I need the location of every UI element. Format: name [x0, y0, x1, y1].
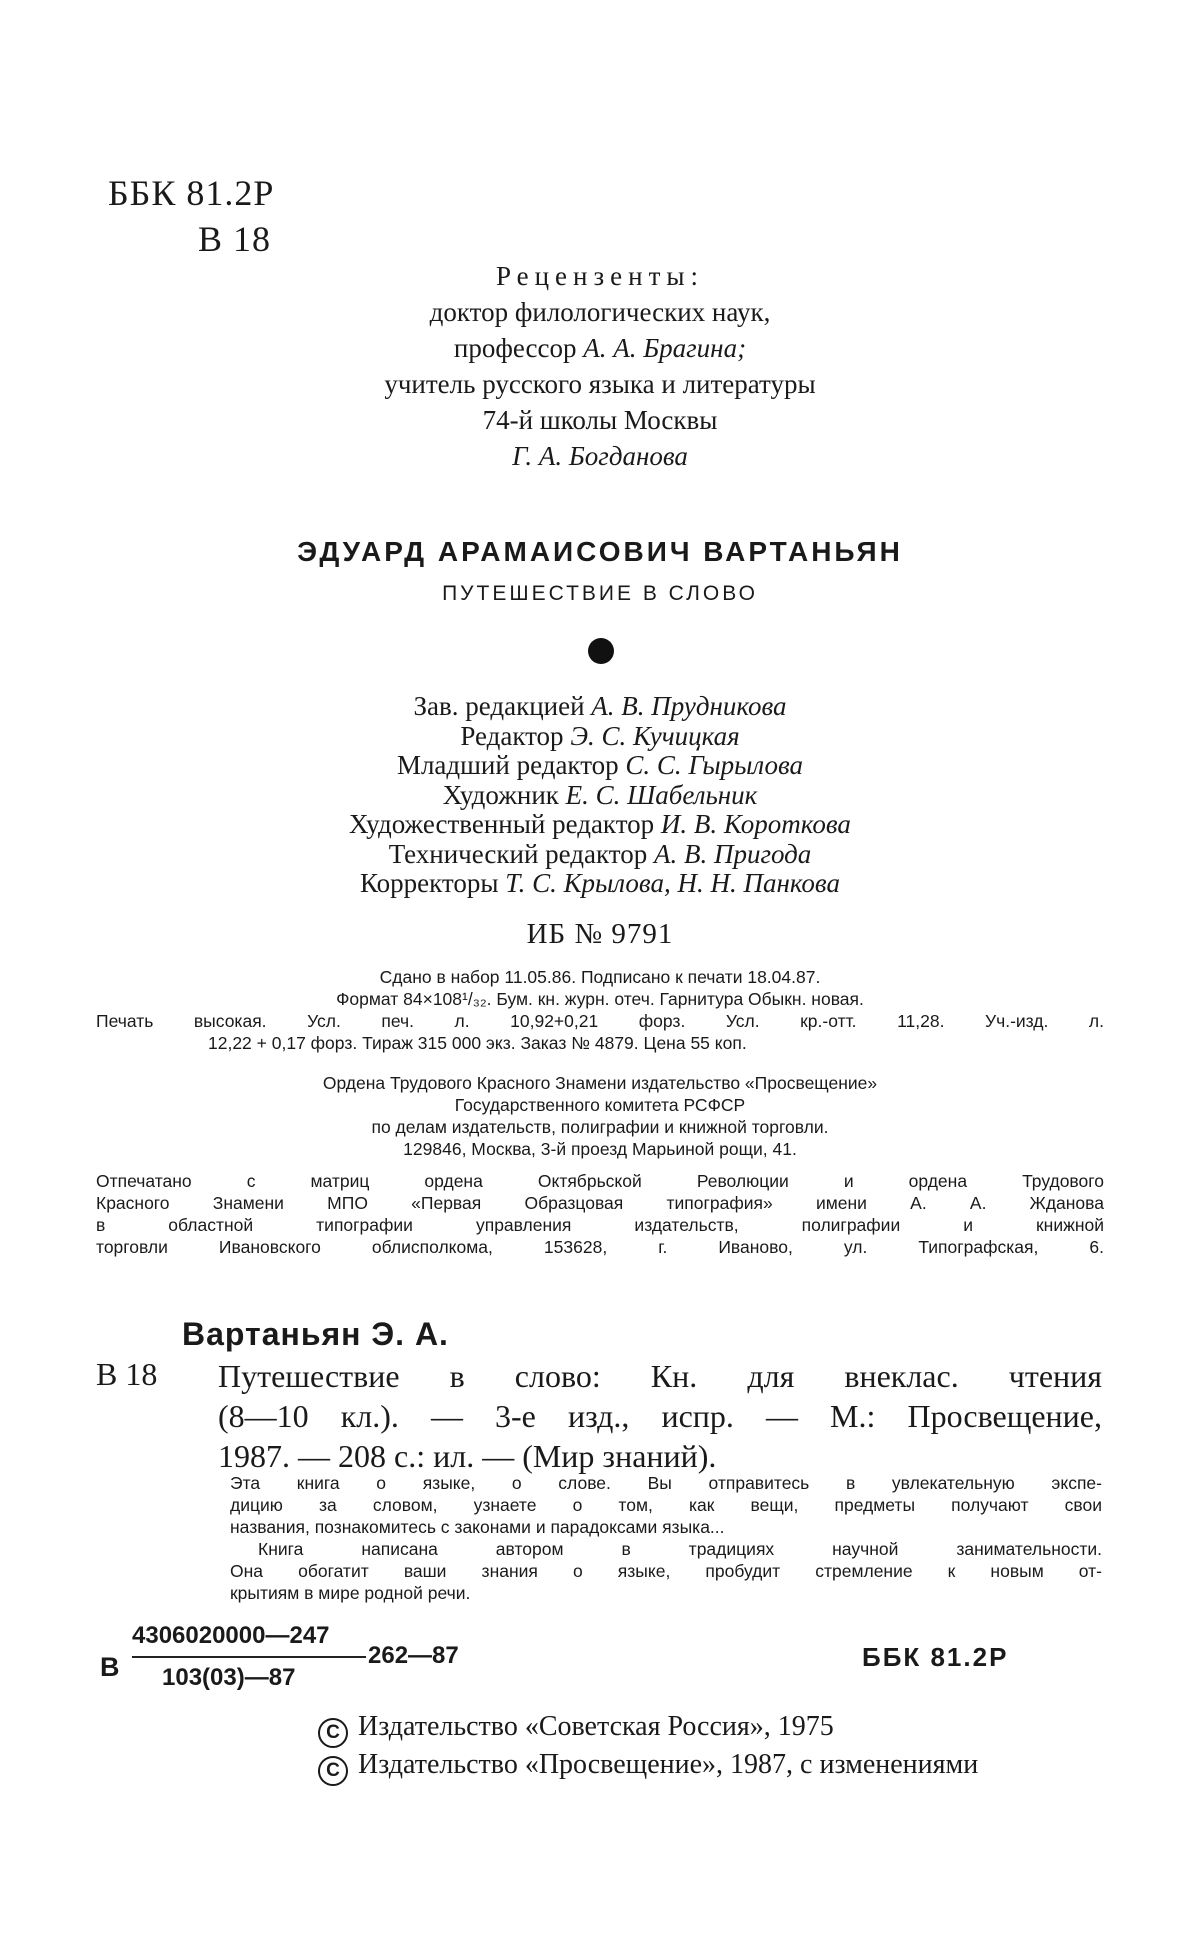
printer-line: Отпечатано с матриц ордена Октябрьской Революции и ордена Трудового	[96, 1170, 1104, 1192]
staff-row	[0, 722, 1200, 752]
staff-name: С. С. Гырылова	[625, 750, 803, 780]
staff-role: Технический редактор	[389, 839, 648, 869]
print-info-line: Формат 84×108¹/₃₂. Бум. кн. журн. отеч. Гарнитура Обыкн. новая.	[96, 988, 1104, 1010]
card-desc-line: Путешествие в слово: Кн. для внеклас. чтения	[218, 1356, 1102, 1396]
reviewer-line: учитель русского языка и литературы	[0, 366, 1200, 402]
book-title: ПУТЕШЕСТВИЕ В СЛОВО	[0, 582, 1200, 606]
index-denominator: 103(03)—87	[162, 1664, 295, 1692]
index-letter: В	[100, 1652, 120, 1683]
card-description	[218, 1356, 1102, 1476]
card-code: В 18	[96, 1356, 157, 1393]
publisher-info	[96, 1072, 1104, 1160]
publisher-line: Государственного комитета РСФСР	[96, 1094, 1104, 1116]
print-info	[96, 966, 1104, 1054]
print-info-line: 12,22 + 0,17 форз. Тираж 315 000 экз. Заказ № 4879. Цена 55 коп.	[96, 1032, 1104, 1054]
staff-name: А. В. Пригода	[654, 839, 811, 869]
annotation-line: Книга написана автором в традициях научной занимательности.	[230, 1538, 1102, 1560]
staff-row	[0, 810, 1200, 840]
annotation-line: Эта книга о языке, о слове. Вы отправитесь в увлекательную экспе-	[230, 1472, 1102, 1494]
card-desc-line: (8—10 кл.). — 3-е изд., испр. — М.: Просвещение,	[218, 1396, 1102, 1436]
reviewer-line: 74-й школы Москвы	[0, 402, 1200, 438]
staff-role: Корректоры	[360, 868, 499, 898]
staff-row	[0, 751, 1200, 781]
copyright-line	[318, 1710, 978, 1748]
reviewers-title: Рецензенты:	[0, 258, 1200, 294]
printer-info	[96, 1170, 1104, 1258]
reviewer-line: доктор филологических наук,	[0, 294, 1200, 330]
staff-list	[0, 692, 1200, 899]
reviewer-name: Г. А. Богданова	[512, 441, 688, 471]
printer-line: в областной типографии управления издательств, полиграфии и книжной	[96, 1214, 1104, 1236]
staff-row	[0, 692, 1200, 722]
staff-name: Е. С. Шабельник	[566, 780, 758, 810]
annotation-line: названия, познакомитесь с законами и парадоксами языка...	[230, 1516, 1102, 1538]
annotation-line: Она обогатит ваши знания о языке, пробудит стремление к новым от-	[230, 1560, 1102, 1582]
staff-name: А. В. Прудникова	[591, 691, 786, 721]
staff-row	[0, 869, 1200, 899]
copyright-icon: С	[318, 1756, 348, 1786]
annotation-line: дицию за словом, узнаете о том, как вещи, предметы получают свои	[230, 1494, 1102, 1516]
copyright-text: Издательство «Просвещение», 1987, с изменениями	[358, 1749, 978, 1780]
card-author: Вартаньян Э. А.	[182, 1316, 449, 1353]
publisher-line: 129846, Москва, 3-й проезд Марьиной рощи, 41.	[96, 1138, 1104, 1160]
printer-line: торговли Ивановского облисполкома, 153628, г. Иваново, ул. Типографская, 6.	[96, 1236, 1104, 1258]
author-name: ЭДУАРД АРАМАИСОВИЧ ВАРТАНЬЯН	[0, 536, 1200, 568]
bullet-ornament	[588, 638, 614, 664]
card-desc-line: 1987. — 208 с.: ил. — (Мир знаний).	[218, 1436, 1102, 1476]
staff-name: Э. С. Кучицкая	[570, 721, 739, 751]
bbk-code-bottom: ББК 81.2Р	[862, 1642, 1008, 1673]
printer-line: Красного Знамени МПО «Первая Образцовая типография» имени А. А. Жданова	[96, 1192, 1104, 1214]
staff-row	[0, 840, 1200, 870]
print-info-line: Печать высокая. Усл. печ. л. 10,92+0,21 форз. Усл. кр.-отт. 11,28. Уч.-изд. л.	[96, 1010, 1104, 1032]
staff-role: Художник	[443, 780, 559, 810]
publisher-line: по делам издательств, полиграфии и книжной торговли.	[96, 1116, 1104, 1138]
index-numerator: 4306020000—247	[132, 1622, 330, 1650]
copyright-icon: С	[318, 1718, 348, 1748]
copyrights	[318, 1710, 978, 1786]
ib-number: ИБ № 9791	[0, 918, 1200, 951]
copyright-text: Издательство «Советская Россия», 1975	[358, 1711, 834, 1742]
reviewer-line	[0, 330, 1200, 366]
reviewer-name: А. А. Брагина;	[583, 333, 746, 363]
publisher-line: Ордена Трудового Красного Знамени издательство «Просвещение»	[96, 1072, 1104, 1094]
reviewers-block	[0, 258, 1200, 474]
catalog-code: В 18	[198, 218, 271, 260]
index-code: 262—87	[368, 1642, 459, 1670]
reviewer-role: профессор	[454, 333, 577, 363]
bbk-code: ББК 81.2Р	[108, 172, 274, 214]
copyright-line	[318, 1748, 978, 1786]
staff-role: Редактор	[460, 721, 563, 751]
staff-row	[0, 781, 1200, 811]
print-info-line: Сдано в набор 11.05.86. Подписано к печати 18.04.87.	[96, 966, 1104, 988]
staff-role: Младший редактор	[397, 750, 619, 780]
staff-role: Художественный редактор	[349, 809, 654, 839]
staff-name: И. В. Короткова	[661, 809, 851, 839]
annotation-line: крытиям в мире родной речи.	[230, 1582, 1102, 1604]
fraction-line	[132, 1656, 366, 1658]
annotation	[230, 1472, 1102, 1604]
reviewer-line	[0, 438, 1200, 474]
staff-name: Т. С. Крылова, Н. Н. Панкова	[505, 868, 840, 898]
staff-role: Зав. редакцией	[413, 691, 584, 721]
